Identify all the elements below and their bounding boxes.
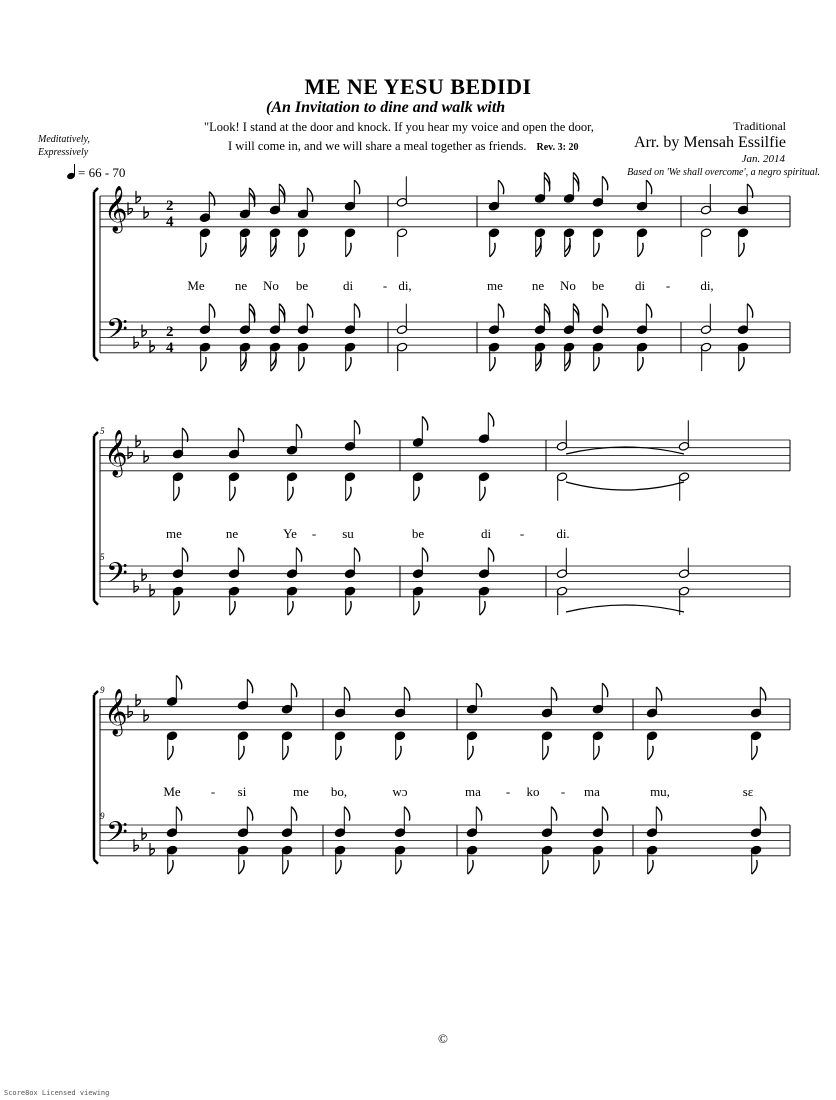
- note-flag: [747, 304, 752, 318]
- lyric-syllable: me: [487, 278, 503, 293]
- note-flag: [299, 243, 304, 257]
- note-flag: [209, 304, 214, 318]
- tie: [566, 482, 684, 490]
- note-flag: [476, 683, 481, 697]
- lyric-syllable: ne: [225, 526, 239, 541]
- note-flag: [336, 746, 341, 760]
- note-flag: [247, 679, 252, 693]
- note-flag: [176, 675, 181, 689]
- note-flag: [354, 548, 359, 562]
- note-flag: [174, 487, 179, 501]
- note-flag: [346, 487, 351, 501]
- lyric-syllable: su: [342, 526, 354, 541]
- lyric-syllable: si: [237, 784, 247, 799]
- lyric-syllable: be: [411, 526, 425, 541]
- lyric-syllable: di: [342, 278, 354, 293]
- note-flag: [638, 243, 643, 257]
- note-flag: [752, 860, 757, 874]
- bass-clef-icon: 𝄢: [106, 313, 128, 353]
- note-flag: [739, 357, 744, 371]
- lyric-syllable: ne: [234, 278, 248, 293]
- note-flag: [288, 487, 293, 501]
- note-flag: [238, 548, 243, 562]
- note-flag: [602, 304, 607, 318]
- flat-sign: [144, 450, 149, 462]
- note-flag: [346, 601, 351, 615]
- flat-sign: [142, 569, 147, 581]
- note-flag: [354, 304, 359, 318]
- system-bracket: [94, 432, 98, 605]
- flat-sign: [150, 584, 155, 596]
- note-flag: [201, 357, 206, 371]
- time-signature-bottom: 4: [166, 214, 174, 230]
- note-flag: [414, 601, 419, 615]
- flat-sign: [128, 202, 133, 214]
- flat-sign: [142, 828, 147, 840]
- note-flag: [230, 487, 235, 501]
- scripture-quote-text: I will come in, and we will share a meal together as friends.: [228, 139, 527, 153]
- note-flag: [646, 304, 651, 318]
- note-flag: [543, 746, 548, 760]
- lyric-syllable: di.: [556, 526, 570, 541]
- note-flag: [168, 860, 173, 874]
- note-flag: [422, 416, 427, 430]
- note-flag: [543, 860, 548, 874]
- note-flag: [602, 683, 607, 697]
- lyric-syllable: Me: [187, 278, 205, 293]
- lyric-syllable: di: [480, 526, 492, 541]
- note-flag: [594, 746, 599, 760]
- lyric-syllable: ne: [531, 278, 545, 293]
- scripture-quote-line-1: "Look! I stand at the door and knock. If you hear my voice and open the door,: [204, 120, 594, 134]
- tempo-value: = 66 - 70: [78, 165, 126, 180]
- copyright-mark: ©: [438, 1031, 448, 1046]
- lyric-syllable: ma: [465, 784, 481, 799]
- flat-sign: [136, 694, 141, 706]
- lyric-syllable: ko: [526, 784, 540, 799]
- measure-number: 5: [100, 426, 105, 436]
- lyric-syllable: No: [560, 278, 576, 293]
- note-flag: [476, 807, 481, 821]
- note-flag: [344, 807, 349, 821]
- note-flag: [346, 243, 351, 257]
- note-flag: [739, 243, 744, 257]
- lyric-syllable: ma: [584, 784, 600, 799]
- note-flag: [239, 860, 244, 874]
- source-credit: Traditional: [733, 119, 786, 133]
- note-flag: [488, 413, 493, 427]
- note-flag: [299, 357, 304, 371]
- note-flag: [594, 357, 599, 371]
- note-flag: [296, 548, 301, 562]
- flat-sign: [128, 705, 133, 717]
- lyric-syllable: -: [382, 278, 388, 293]
- bass-clef-icon: 𝄢: [106, 557, 128, 597]
- lyric-syllable: be: [591, 278, 605, 293]
- measure-number: 5: [100, 552, 105, 562]
- lyric-syllable: -: [210, 784, 216, 799]
- note-flag: [602, 176, 607, 190]
- arranger-credit: Arr. by Mensah Essilfie: [634, 134, 786, 151]
- treble-clef-icon: 𝄞: [104, 186, 128, 232]
- note-flag: [396, 860, 401, 874]
- lyric-syllable: Ye: [283, 526, 297, 541]
- lyric-syllable: -: [560, 784, 566, 799]
- note-flag: [498, 180, 503, 194]
- lyric-syllable: be: [295, 278, 309, 293]
- footer-note: Score8ox Licensed viewing: [4, 1089, 110, 1097]
- lyric-syllable: bo,: [330, 784, 348, 799]
- note-flag: [396, 746, 401, 760]
- time-signature-top: 2: [166, 324, 174, 340]
- song-title: ME NE YESU BEDIDI: [304, 74, 532, 99]
- note-flag: [239, 746, 244, 760]
- lyric-syllable: di: [634, 278, 646, 293]
- note-flag: [648, 746, 653, 760]
- measure-number: 9: [100, 811, 105, 821]
- note-flag: [176, 807, 181, 821]
- lyric-syllable: No: [263, 278, 279, 293]
- note-flag: [168, 746, 173, 760]
- note-flag: [288, 601, 293, 615]
- note-flag: [201, 243, 206, 257]
- system-bracket: [94, 188, 98, 361]
- note-flag: [468, 746, 473, 760]
- note-flag: [296, 424, 301, 438]
- note-flag: [602, 807, 607, 821]
- lyric-syllable: sɛ: [742, 784, 754, 799]
- lyric-syllable: -: [505, 784, 511, 799]
- note-flag: [490, 243, 495, 257]
- note-flag: [594, 860, 599, 874]
- time-signature-top: 2: [166, 198, 174, 214]
- based-on-note: Based on 'We shall overcome', a negro spiritual.: [627, 167, 820, 178]
- expression-marking-1: Meditatively,: [38, 134, 90, 145]
- lyric-syllable: mu,: [650, 784, 670, 799]
- time-signature-bottom: 4: [166, 340, 174, 356]
- note-flag: [480, 487, 485, 501]
- note-flag: [247, 807, 252, 821]
- lyric-syllable: me: [293, 784, 309, 799]
- note-flag: [354, 420, 359, 434]
- note-flag: [291, 683, 296, 697]
- flat-sign: [134, 839, 139, 851]
- note-flag: [182, 548, 187, 562]
- flat-sign: [136, 191, 141, 203]
- note-flag: [283, 746, 288, 760]
- flat-sign: [150, 340, 155, 352]
- note-flag: [480, 601, 485, 615]
- note-flag: [752, 746, 757, 760]
- lyric-syllable: di,: [398, 278, 412, 293]
- song-subtitle: (An Invitation to dine and walk with: [266, 99, 506, 116]
- note-flag: [646, 180, 651, 194]
- flat-sign: [134, 580, 139, 592]
- flat-sign: [144, 709, 149, 721]
- flat-sign: [142, 325, 147, 337]
- lyric-syllable: -: [311, 526, 317, 541]
- note-flag: [283, 860, 288, 874]
- flat-sign: [128, 446, 133, 458]
- flat-sign: [150, 843, 155, 855]
- note-flag: [638, 357, 643, 371]
- note-flag: [498, 304, 503, 318]
- note-flag: [404, 807, 409, 821]
- note-flag: [336, 860, 341, 874]
- lyric-syllable: wɔ: [392, 784, 408, 799]
- note-flag: [422, 548, 427, 562]
- note-flag: [551, 807, 556, 821]
- lyric-syllable: Me: [163, 784, 181, 799]
- note-flag: [354, 180, 359, 194]
- arrangement-date: Jan. 2014: [741, 153, 785, 165]
- note-flag: [291, 807, 296, 821]
- system-bracket: [94, 691, 98, 864]
- lyric-syllable: -: [519, 526, 525, 541]
- note-flag: [594, 243, 599, 257]
- note-flag: [230, 601, 235, 615]
- expression-marking-2: Expressively: [38, 147, 89, 158]
- note-flag: [307, 188, 312, 202]
- note-flag: [760, 807, 765, 821]
- lyric-syllable: -: [665, 278, 671, 293]
- measure-number: 9: [100, 685, 105, 695]
- flat-sign: [136, 435, 141, 447]
- flat-sign: [144, 206, 149, 218]
- scripture-reference: Rev. 3: 20: [536, 142, 579, 153]
- note-flag: [648, 860, 653, 874]
- treble-clef-icon: 𝄞: [104, 689, 128, 735]
- note-flag: [346, 357, 351, 371]
- lyric-syllable: di,: [700, 278, 714, 293]
- note-flag: [307, 304, 312, 318]
- lyric-syllable: me: [166, 526, 182, 541]
- note-flag: [656, 807, 661, 821]
- flat-sign: [134, 336, 139, 348]
- note-flag: [414, 487, 419, 501]
- note-flag: [488, 548, 493, 562]
- note-flag: [174, 601, 179, 615]
- note-flag: [468, 860, 473, 874]
- tie: [566, 605, 684, 612]
- treble-clef-icon: 𝄞: [104, 430, 128, 476]
- note-flag: [490, 357, 495, 371]
- bass-clef-icon: 𝄢: [106, 816, 128, 856]
